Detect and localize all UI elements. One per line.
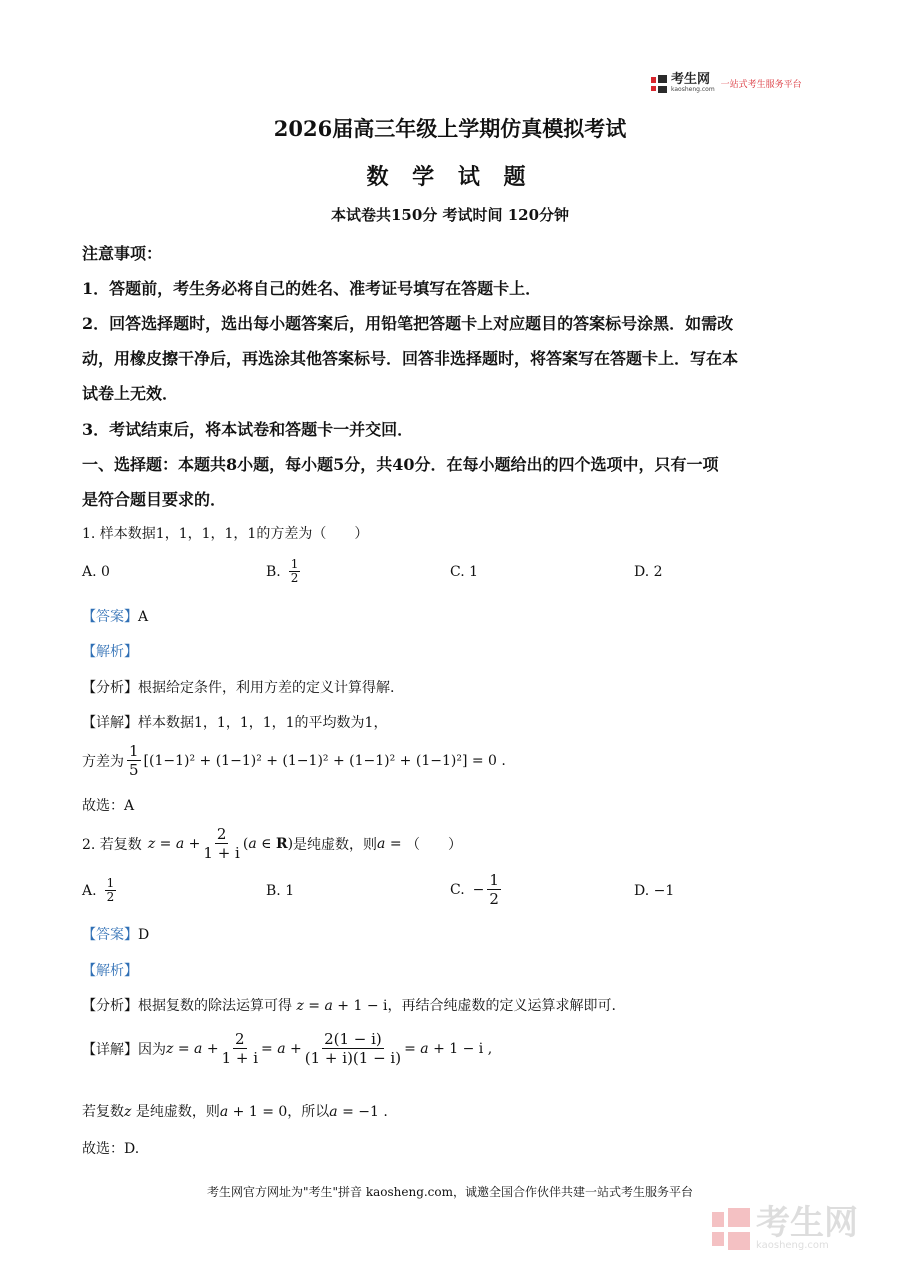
xiangjie-text: 因为 — [138, 1041, 166, 1058]
q1-option-c: C. 1 — [450, 564, 479, 580]
q2-option-b: B. 1 — [266, 883, 295, 899]
watermark — [712, 1203, 858, 1251]
notice-2-end: 试卷上无效． — [82, 384, 179, 403]
fenxi-tag: 【分析】 — [82, 998, 138, 1014]
q1-stem: 1. 样本数据1，1，1，1，1的方差为（ ） — [82, 526, 369, 542]
q2-fenxi: 【分析】根据复数的除法运算可得 z = a + 1 − i，再结合纯虚数的定义运算求解即可. — [82, 998, 616, 1014]
exam-title: 2026届高三年级上学期仿真模拟考试 — [273, 116, 627, 141]
q2-line2-b: 是纯虚数，则 — [135, 1104, 220, 1120]
q1-variance-formula — [82, 742, 506, 779]
xiangjie-tag: 【详解】 — [82, 715, 138, 731]
fraction-2-over-1-plus-i: $\frac{2}{1 + i}$ — [221, 1030, 259, 1067]
q1-option-b-label: B. — [266, 563, 281, 580]
q2-conclusion: 若复数z 是纯虚数，则a + 1 = 0，所以a = −1 . — [82, 1104, 388, 1120]
notice-heading: 注意事项： — [82, 244, 163, 263]
q2-analysis-tag: 【解析】 — [82, 963, 138, 979]
subject-title: 数 学 试 题 — [366, 164, 534, 190]
logo-domain: kaosheng.com — [671, 86, 715, 93]
notice-2-cont: 动，用橡皮擦干净后，再选涂其他答案标号．回答非选择题时，将答案写在答题卡上．写在本 — [82, 349, 739, 368]
fraction-expanded: $\frac{2(1 - i)}{(1 + i)(1 - i)}$ — [304, 1030, 402, 1067]
fraction-one-half: $\frac{1}{2}$ — [489, 871, 499, 908]
kaosheng-logo — [651, 74, 802, 93]
watermark-brand: 考生网 — [756, 1203, 858, 1243]
notice-2: 2．回答选择题时，选出每小题答案后，用铅笔把答题卡上对应题目的答案标号涂黑．如需改 — [82, 314, 734, 333]
q2-option-a-label: A. — [82, 882, 97, 899]
q2-line2-a: 若复数 — [82, 1104, 124, 1120]
q2-answer — [82, 924, 149, 944]
q1-fenxi — [82, 677, 394, 697]
q2-option-c: C. − $\frac{1}{2}$ — [450, 871, 499, 908]
fraction-one-half: $\frac{1}{2}$ — [106, 876, 115, 904]
logo-icon — [651, 75, 667, 93]
q1-answer — [82, 606, 148, 626]
variance-prefix: 方差为 — [82, 753, 124, 770]
footer-text: 考生网官方网址为"考生"拼音 kaosheng.com，诚邀全国合作伙伴共建一站式考生服务平台 — [206, 1185, 694, 1199]
q2-choice: 故选：D. — [82, 1141, 140, 1157]
q2-xiangjie: 【详解】 因为 z = a + $\frac{2}{1 + i}$ = a + $\frac{2(1 - i)}{(1 + i)(1 - i)}$ = a + 1 − i , — [82, 1030, 493, 1067]
q2-stem-a: 2. 若复数 — [82, 836, 142, 853]
q1-xiangjie — [82, 712, 387, 732]
fraction-2-over-1-plus-i: $\frac{2}{1 + i}$ — [203, 825, 240, 862]
answer-tag: 【答案】 — [82, 927, 138, 943]
section-heading-cont: 是符合题目要求的． — [82, 490, 227, 509]
fenxi-text-a: 根据复数的除法运算可得 — [138, 998, 292, 1014]
q2-line2-c: ，所以 — [287, 1104, 330, 1120]
variance-expr: [(1−1)² + (1−1)² + (1−1)² + (1−1)² + (1−1)²] = 0 . — [143, 752, 506, 769]
q1-choice: 故选：A — [82, 798, 135, 814]
watermark-domain: kaosheng.com — [756, 1240, 829, 1251]
fenxi-text-b: ，再结合纯虚数的定义运算求解即可. — [387, 998, 616, 1014]
fenxi-tag: 【分析】 — [82, 680, 138, 696]
watermark-logo-icon — [712, 1208, 750, 1250]
q2-option-c-label: C. — [450, 881, 465, 898]
fraction-one-half: $\frac{1}{2}$ — [290, 557, 299, 585]
q1-option-b — [266, 558, 303, 585]
logo-tagline: 一站式考生服务平台 — [720, 80, 802, 90]
q1-option-d: D. 2 — [634, 564, 663, 580]
exam-info: 本试卷共150分 考试时间 120分钟 — [330, 206, 570, 224]
notice-3: 3．考试结束后，将本试卷和答题卡一并交回． — [82, 420, 414, 439]
answer-value: D — [138, 927, 150, 943]
answer-tag: 【答案】 — [82, 609, 138, 625]
q1-option-a: A. 0 — [82, 564, 110, 580]
xiangjie-tag: 【详解】 — [82, 1041, 138, 1058]
q2-option-d: D. −1 — [634, 883, 675, 899]
logo-brand: 考生网 — [671, 72, 711, 87]
q1-analysis-tag: 【解析】 — [82, 644, 138, 660]
section-heading: 一、选择题：本题共8小题，每小题5分，共40分．在每小题给出的四个选项中，只有一项 — [82, 455, 719, 474]
q2-stem-b: 是纯虚数，则 — [293, 836, 378, 853]
q2-option-a — [82, 877, 119, 904]
q2-stem-c: （ ） — [406, 836, 463, 853]
xiangjie-text: 样本数据1，1，1，1，1的平均数为1， — [138, 715, 388, 731]
fenxi-text: 根据给定条件，利用方差的定义计算得解. — [138, 680, 395, 696]
fraction-one-fifth: $\frac{1}{5}$ — [129, 742, 139, 779]
q2-stem: 2. 若复数 z = a + $\frac{2}{1 + i}$ (a ∈ R) 是纯虚数，则 a = （ ） — [82, 825, 463, 862]
answer-value: A — [138, 609, 149, 625]
notice-1: 1．答题前，考生务必将自己的姓名、准考证号填写在答题卡上． — [82, 279, 542, 298]
